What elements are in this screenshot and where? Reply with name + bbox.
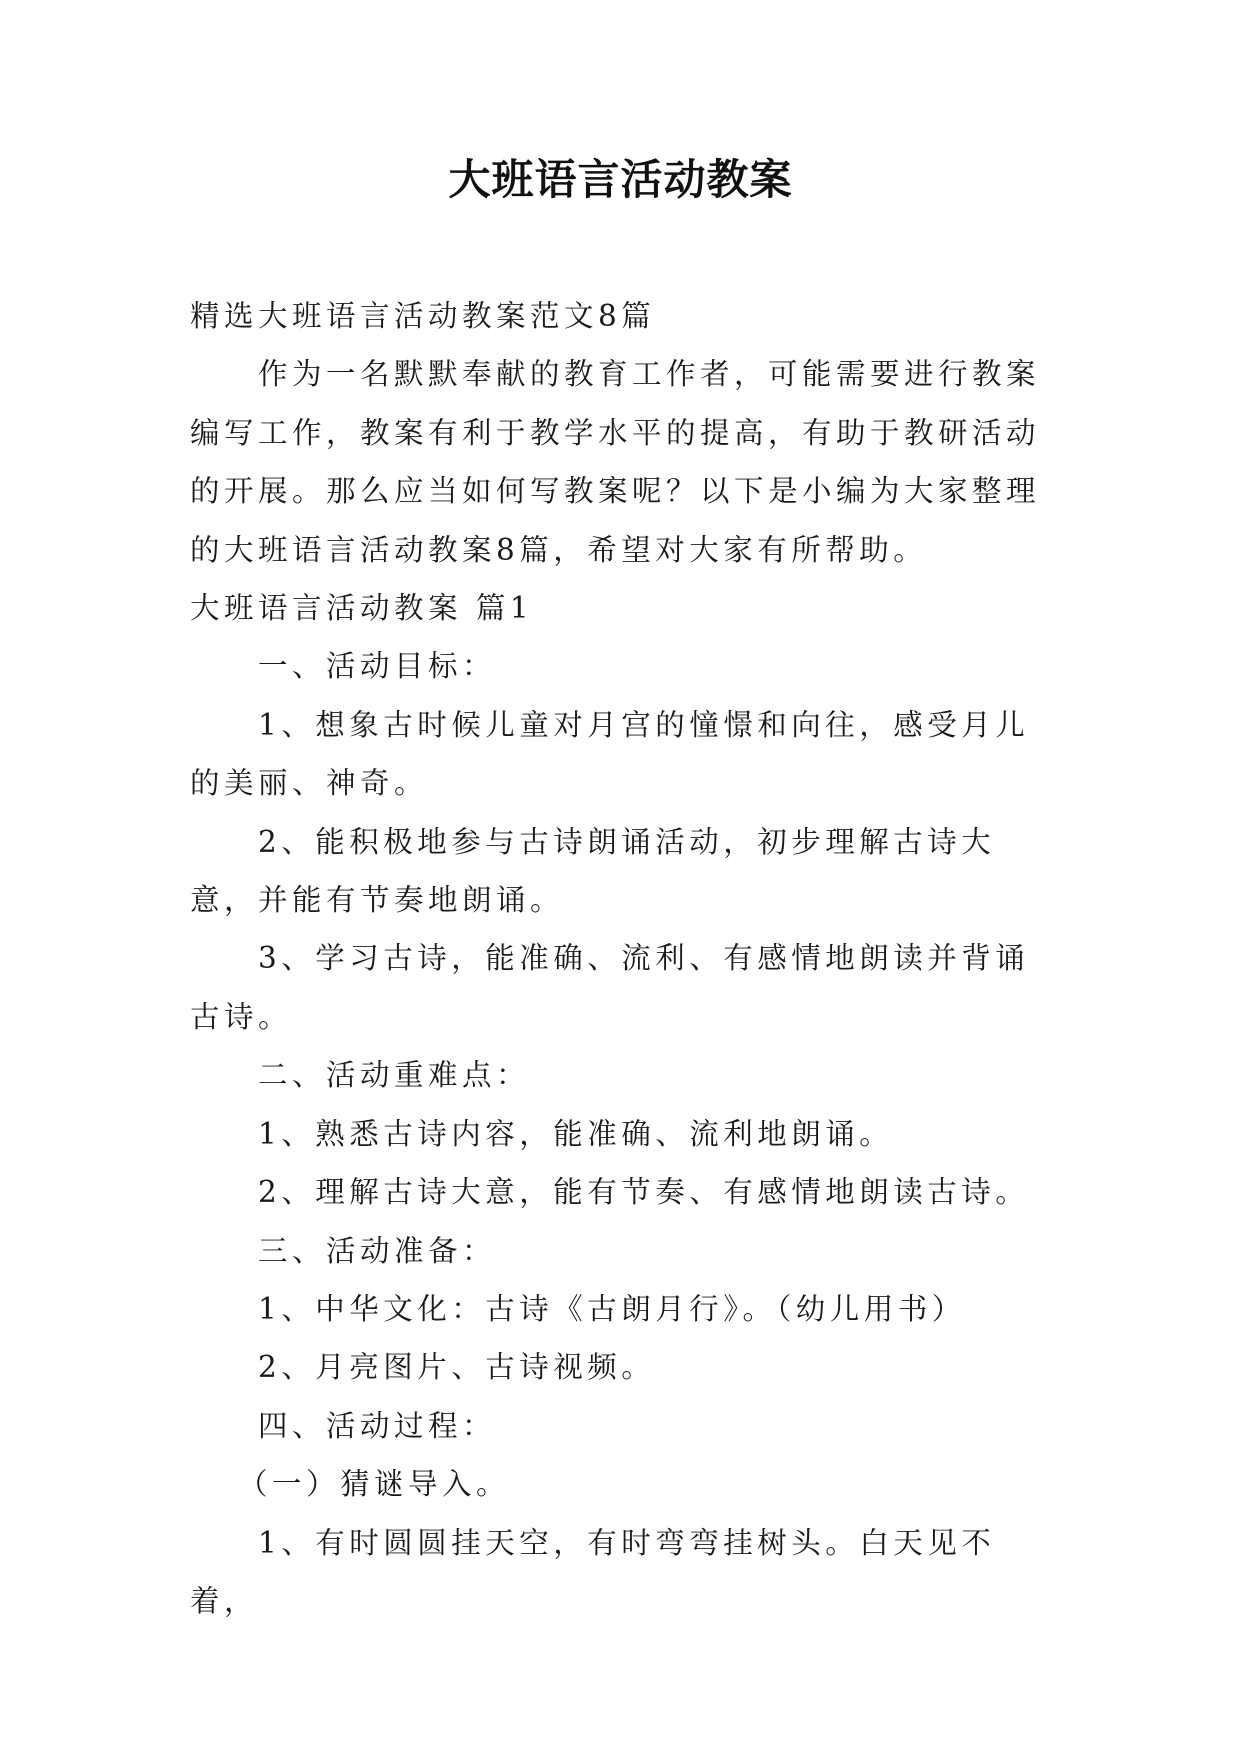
heading-preparation: 三、活动准备： [258, 1233, 497, 1268]
heading-process: 四、活动过程： [258, 1408, 497, 1443]
process-step-heading: （一）猜谜导入。 [238, 1467, 511, 1502]
document-title: 大班语言活动教案 [448, 155, 793, 204]
heading-activity-goals: 一、活动目标： [258, 649, 497, 684]
key-point-2: 2、理解古诗大意，能有节奏、有感情地朗读古诗。 [258, 1175, 1030, 1210]
process-item-1: 1、有时圆圆挂天空，有时弯弯挂树头。白天见不着， [190, 1525, 996, 1618]
key-point-1: 1、熟悉古诗内容，能准确、流利地朗诵。 [258, 1116, 894, 1151]
subtitle-line: 精选大班语言活动教案范文8篇 [190, 299, 656, 333]
intro-paragraph: 作为一名默默奉献的教育工作者，可能需要进行教案编写工作，教案有利于教学水平的提高，有助于教研活动的开展。那么应当如何写教案呢？以下是小编为大家整理的大班语言活动教案8篇，希望对大家有所帮助。 [190, 357, 1041, 567]
goal-item-1: 1、想象古时候儿童对月宫的憧憬和向往，感受月儿的美丽、神奇。 [190, 707, 1030, 801]
preparation-item-1: 1、中华文化：古诗《古朗月行》。（幼儿用书） [258, 1291, 966, 1326]
preparation-item-2: 2、月亮图片、古诗视频。 [258, 1350, 656, 1385]
document-body [190, 287, 1050, 1630]
section-heading: 大班语言活动教案 篇1 [190, 591, 534, 626]
goal-item-3: 3、学习古诗，能准确、流利、有感情地朗读并背诵古诗。 [190, 941, 1030, 1034]
goal-item-2: 2、能积极地参与古诗朗诵活动，初步理解古诗大意，并能有节奏地朗诵。 [190, 824, 996, 918]
heading-key-points: 二、活动重难点： [258, 1058, 531, 1093]
